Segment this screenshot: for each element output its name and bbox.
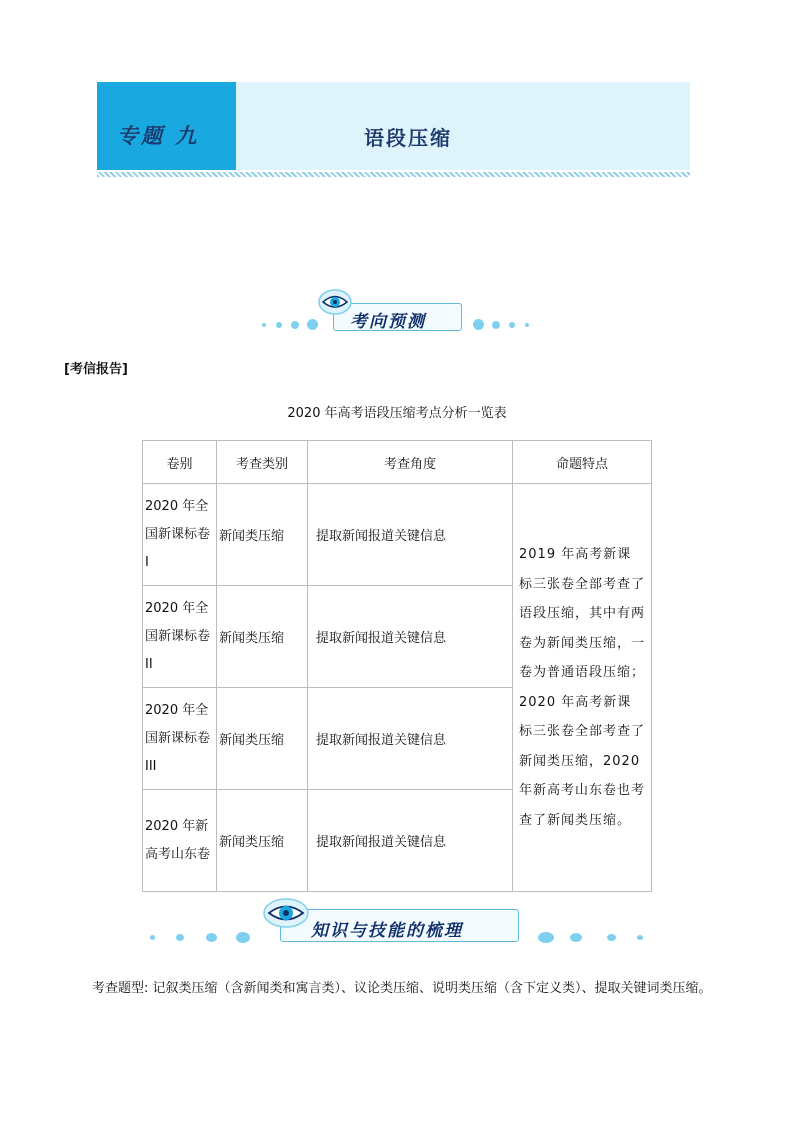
topic-number: 专题 九 xyxy=(117,124,200,148)
table-cell-category: 新闻类压缩 xyxy=(217,688,308,790)
decor-dot xyxy=(509,322,515,328)
section-title: 知识与技能的梳理 xyxy=(311,921,463,941)
table-cell-paper: 2020 年全国新课标卷 II xyxy=(143,586,217,688)
table-caption: 2020 年高考语段压缩考点分析一览表 xyxy=(287,406,507,421)
table-cell-features: 2019 年高考新课标三张卷全部考查了语段压缩，其中有两卷为新闻类压缩，一卷为普通语段压缩；2020 年高考新课标三张卷全部考查了新闻类压缩，2020 年新高考山东卷也考查了新闻类压缩。 xyxy=(513,484,652,892)
question-types-paragraph: 考查题型: 记叙类压缩（含新闻类和寓言类）、议论类压缩、说明类压缩（含下定义类）、提取关键词类压缩。 xyxy=(92,981,712,996)
decor-dot xyxy=(570,933,582,942)
section-title-box xyxy=(280,909,519,942)
report-label: [考信报告] xyxy=(64,362,128,377)
table-cell-paper: 2020 年全国新课标卷 III xyxy=(143,688,217,790)
eye-icon xyxy=(318,289,352,315)
decor-dot xyxy=(150,935,155,940)
topic-title-block xyxy=(236,82,690,170)
topic-number-block xyxy=(97,82,236,170)
table-cell-angle: 提取新闻报道关键信息 xyxy=(308,484,513,586)
table-cell-category: 新闻类压缩 xyxy=(217,484,308,586)
decor-dot xyxy=(276,322,282,328)
table-header: 考查类别 xyxy=(217,441,308,484)
section-title-box xyxy=(333,303,462,331)
banner-divider xyxy=(97,172,690,177)
table-cell-paper: 2020 年全国新课标卷 I xyxy=(143,484,217,586)
decor-dot xyxy=(492,321,500,329)
eye-icon xyxy=(262,897,310,929)
table-cell-angle: 提取新闻报道关键信息 xyxy=(308,586,513,688)
topic-title: 语段压缩 xyxy=(364,126,452,150)
table-header: 命题特点 xyxy=(513,441,652,484)
decor-dot xyxy=(525,323,529,327)
decor-dot xyxy=(291,321,299,329)
decor-dot xyxy=(473,319,484,330)
table-cell-paper: 2020 年新高考山东卷 xyxy=(143,790,217,892)
decor-dot xyxy=(176,934,184,941)
table-header-row xyxy=(143,441,652,484)
table-cell-angle: 提取新闻报道关键信息 xyxy=(308,790,513,892)
table-cell-category: 新闻类压缩 xyxy=(217,790,308,892)
table-cell-angle: 提取新闻报道关键信息 xyxy=(308,688,513,790)
decor-dot xyxy=(538,932,554,943)
topic-banner xyxy=(97,82,690,170)
decor-dot xyxy=(637,935,643,940)
table-header: 考查角度 xyxy=(308,441,513,484)
table-row xyxy=(143,484,652,586)
decor-dot xyxy=(236,932,250,943)
section-title: 考向预测 xyxy=(350,312,426,332)
decor-dot xyxy=(206,933,217,942)
decor-dot xyxy=(607,934,616,941)
analysis-table xyxy=(142,440,652,892)
table-cell-category: 新闻类压缩 xyxy=(217,586,308,688)
decor-dot xyxy=(262,323,266,327)
decor-dot xyxy=(307,319,318,330)
table-header: 卷别 xyxy=(143,441,217,484)
